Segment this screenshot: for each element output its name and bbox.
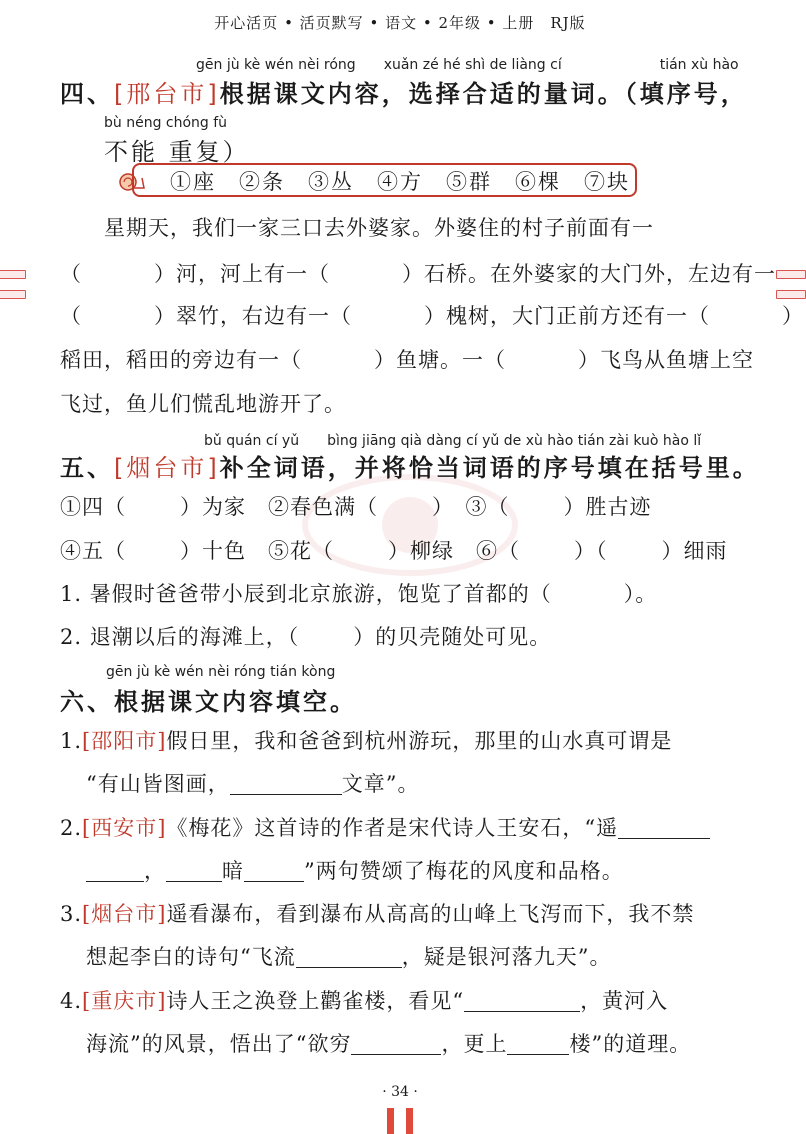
answer-blank xyxy=(230,774,342,795)
section-6-heading xyxy=(60,682,357,717)
answer-blank xyxy=(296,947,402,968)
answer-blank xyxy=(86,861,144,882)
binder-mark xyxy=(776,270,806,279)
section-number: 六、 xyxy=(60,688,114,716)
pinyin-line: bù néng chóng fù xyxy=(104,115,228,131)
answer-blank xyxy=(244,861,304,882)
passage-line: 稻田，稻田的旁边有一（ ）鱼塘。一（ ）飞鸟从鱼塘上空 xyxy=(60,348,754,372)
answer-blank xyxy=(166,861,222,882)
pinyin-line: bǔ quán cí yǔ bìng jiāng qià dàng cí yǔ de xù hào tián zài kuò hào lǐ xyxy=(204,433,702,449)
section-title: 根据课文内容，选择合适的量词。（填序号， xyxy=(219,80,748,108)
page-number: · 34 · xyxy=(382,1084,418,1100)
question-line: 想起李白的诗句“飞流 ，疑是银河落九天”。 xyxy=(86,945,612,969)
question-line: ， 暗 ”两句赞颂了梅花的风度和品格。 xyxy=(86,855,624,885)
binder-mark xyxy=(776,290,806,299)
section-number: 五、 xyxy=(60,454,114,482)
question-line: 海流”的风景，悟出了“欲穷 ，更上 楼”的道理。 xyxy=(86,1032,692,1056)
region-tag: [邵阳市] xyxy=(82,729,167,753)
question-line: 3.[烟台市]遥看瀑布，看到瀑布从高高的山峰上飞泻而下，我不禁 xyxy=(60,902,695,926)
passage-line: （ ）河，河上有一（ ）石桥。在外婆家的大门外，左边有一 xyxy=(60,262,776,286)
idiom-row: ④五（ ）十色 ⑤花（ ）柳绿 ⑥（ ）（ ）细雨 xyxy=(60,539,728,563)
region-tag: [重庆市] xyxy=(82,989,167,1013)
pinyin-line: gēn jù kè wén nèi róng tián kòng xyxy=(106,664,336,680)
pinyin-line: gēn jù kè wén nèi róng xuǎn zé hé shì de liàng cí tián xù hào xyxy=(196,57,739,73)
answer-blank xyxy=(507,1034,569,1055)
answer-blank xyxy=(464,991,580,1012)
question-line: 1.[邵阳市]假日里，我和爸爸到杭州游玩，那里的山水真可谓是 xyxy=(60,729,673,753)
word-choice-box: ①座 ②条 ③丛 ④方 ⑤群 ⑥棵 ⑦块 xyxy=(132,163,637,197)
binder-mark xyxy=(0,290,26,299)
question-line: 2. 退潮以后的海滩上，（ ）的贝壳随处可见。 xyxy=(60,625,552,649)
idiom-row: ①四（ ）为家 ②春色满（ ） ③（ ）胜古迹 xyxy=(60,495,652,519)
section-title-cont: 不能 重复） xyxy=(104,138,250,166)
ribbon-mark xyxy=(406,1108,413,1134)
passage-line: 飞过，鱼儿们慌乱地游开了。 xyxy=(60,392,346,416)
section-5-heading xyxy=(60,448,760,483)
section-number: 四、 xyxy=(60,80,114,108)
question-line: 2.[西安市]《梅花》这首诗的作者是宋代诗人王安石，“遥 xyxy=(60,812,710,842)
passage-line: （ ）翠竹，右边有一（ ）槐树，大门正前方还有一（ ） xyxy=(60,304,804,328)
ribbon-mark xyxy=(387,1108,394,1134)
passage-line: 星期天，我们一家三口去外婆家。外婆住的村子前面有一 xyxy=(104,216,654,240)
answer-blank xyxy=(351,1034,441,1055)
page-header: 开心活页 • 活页默写 • 语文 • 2年级 • 上册 RJ版 xyxy=(214,14,586,32)
question-line: “有山皆图画， 文章”。 xyxy=(86,772,420,796)
section-title: 补全词语，并将恰当词语的序号填在括号里。 xyxy=(219,454,760,482)
binder-mark xyxy=(0,270,26,279)
region-tag: [烟台市] xyxy=(114,454,220,482)
answer-blank xyxy=(618,818,710,839)
question-line: 4.[重庆市]诗人王之涣登上鹳雀楼，看见“ ，黄河入 xyxy=(60,989,669,1013)
region-tag: [烟台市] xyxy=(82,902,167,926)
question-line: 1. 暑假时爸爸带小辰到北京旅游，饱览了首都的（ ）。 xyxy=(60,582,658,606)
section-title: 根据课文内容填空。 xyxy=(114,688,357,716)
region-tag: [西安市] xyxy=(82,816,167,840)
section-4-heading xyxy=(60,74,748,109)
region-tag: [邢台市] xyxy=(114,80,220,108)
